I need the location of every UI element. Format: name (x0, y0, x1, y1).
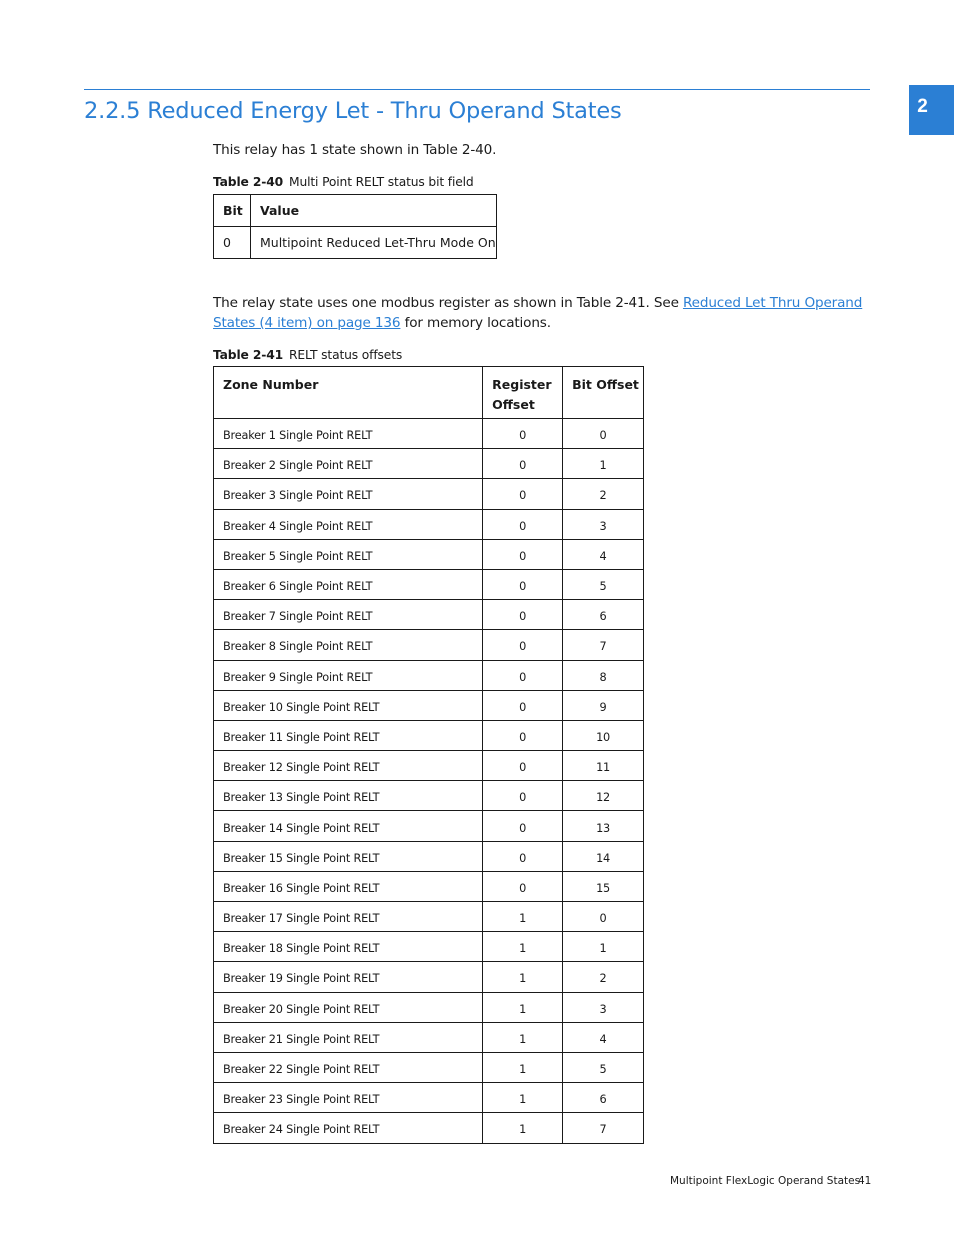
zone-number-cell: Breaker 24 Single Point RELT (214, 1113, 483, 1143)
zone-number-cell: Breaker 11 Single Point RELT (214, 720, 483, 750)
zone-number-cell: Breaker 17 Single Point RELT (214, 902, 483, 932)
header-rule (84, 89, 870, 90)
register-offset-cell: 0 (483, 539, 563, 569)
register-offset-cell: 0 (483, 751, 563, 781)
bit-offset-cell: 6 (563, 600, 644, 630)
table-row (214, 1022, 644, 1052)
bit-offset-cell: 4 (563, 1022, 644, 1052)
zone-number-cell: Breaker 18 Single Point RELT (214, 932, 483, 962)
table-row (214, 1113, 644, 1143)
bit-offset-cell: 0 (563, 419, 644, 449)
table-row (214, 992, 644, 1022)
register-offset-cell: 1 (483, 1052, 563, 1082)
column-header-value: Value (251, 195, 497, 227)
zone-number-cell: Breaker 6 Single Point RELT (214, 569, 483, 599)
zone-number-cell: Breaker 4 Single Point RELT (214, 509, 483, 539)
register-offset-cell: 0 (483, 841, 563, 871)
zone-number-cell: Breaker 5 Single Point RELT (214, 539, 483, 569)
bit-offset-cell: 13 (563, 811, 644, 841)
bit-offset-cell: 0 (563, 902, 644, 932)
table-row (214, 841, 644, 871)
zone-number-cell: Breaker 12 Single Point RELT (214, 751, 483, 781)
zone-number-cell: Breaker 15 Single Point RELT (214, 841, 483, 871)
table-row (214, 600, 644, 630)
table-row (214, 932, 644, 962)
paragraph-text: for memory locations. (400, 315, 551, 331)
register-offset-cell: 0 (483, 781, 563, 811)
table-41-body (214, 419, 644, 1144)
column-header-register-offset: Register Offset (483, 367, 563, 419)
table-41 (213, 366, 644, 1144)
bit-offset-cell: 7 (563, 1113, 644, 1143)
table-40-label: Table 2-40 (213, 175, 284, 189)
footer-title: Multipoint FlexLogic Operand States (670, 1175, 861, 1187)
table-row (214, 479, 644, 509)
register-offset-cell: 1 (483, 1022, 563, 1052)
zone-number-cell: Breaker 14 Single Point RELT (214, 811, 483, 841)
bit-offset-cell: 5 (563, 569, 644, 599)
register-offset-cell: 0 (483, 479, 563, 509)
bit-offset-cell: 7 (563, 630, 644, 660)
bit-offset-cell: 3 (563, 992, 644, 1022)
zone-number-cell: Breaker 2 Single Point RELT (214, 449, 483, 479)
register-offset-cell: 1 (483, 932, 563, 962)
register-offset-cell: 0 (483, 660, 563, 690)
table-row (214, 781, 644, 811)
zone-number-cell: Breaker 21 Single Point RELT (214, 1022, 483, 1052)
register-offset-cell: 1 (483, 902, 563, 932)
bit-offset-cell: 6 (563, 1083, 644, 1113)
zone-number-cell: Breaker 23 Single Point RELT (214, 1083, 483, 1113)
table-41-title: RELT status offsets (289, 348, 403, 362)
bit-offset-cell: 10 (563, 720, 644, 750)
bit-offset-cell: 1 (563, 449, 644, 479)
section-title: 2.2.5 Reduced Energy Let - Thru Operand States (84, 98, 622, 124)
bit-offset-cell: 15 (563, 871, 644, 901)
bit-offset-cell: 4 (563, 539, 644, 569)
zone-number-cell: Breaker 22 Single Point RELT (214, 1052, 483, 1082)
table-40-title: Multi Point RELT status bit field (289, 175, 474, 189)
table-row (214, 569, 644, 599)
table-row (214, 902, 644, 932)
zone-number-cell: Breaker 20 Single Point RELT (214, 992, 483, 1022)
table-row (214, 962, 644, 992)
table-header-row (214, 367, 644, 419)
table-41-caption (213, 348, 402, 362)
page-number: 41 (858, 1175, 872, 1187)
register-offset-cell: 0 (483, 720, 563, 750)
bit-offset-cell: 2 (563, 479, 644, 509)
zone-number-cell: Breaker 19 Single Point RELT (214, 962, 483, 992)
bit-offset-cell: 9 (563, 690, 644, 720)
relay-state-paragraph (213, 293, 862, 313)
register-offset-cell: 0 (483, 630, 563, 660)
table-row (214, 630, 644, 660)
table-row (214, 509, 644, 539)
register-offset-cell: 0 (483, 419, 563, 449)
chapter-tab[interactable]: 2 (909, 85, 954, 135)
table-row (214, 227, 497, 259)
paragraph-text: The relay state uses one modbus register as shown in Table 2-41. See (213, 295, 683, 311)
intro-text: This relay has 1 state shown in Table 2-40. (213, 142, 497, 158)
table-40 (213, 194, 497, 259)
column-header-bit-offset: Bit Offset (563, 367, 644, 419)
zone-number-cell: Breaker 10 Single Point RELT (214, 690, 483, 720)
bit-offset-cell: 12 (563, 781, 644, 811)
table-row (214, 419, 644, 449)
cross-reference-link-continued[interactable]: States (4 item) on page 136 (213, 315, 401, 331)
table-41-label: Table 2-41 (213, 348, 284, 362)
zone-number-cell: Breaker 7 Single Point RELT (214, 600, 483, 630)
relay-state-paragraph-line2 (213, 313, 551, 333)
register-offset-cell: 1 (483, 962, 563, 992)
column-header-zone-number: Zone Number (214, 367, 483, 419)
register-offset-cell: 0 (483, 569, 563, 599)
table-row (214, 720, 644, 750)
register-offset-cell: 1 (483, 1113, 563, 1143)
register-offset-cell: 0 (483, 449, 563, 479)
table-row (214, 539, 644, 569)
column-header-bit: Bit (214, 195, 251, 227)
table-40-caption (213, 175, 474, 189)
zone-number-cell: Breaker 8 Single Point RELT (214, 630, 483, 660)
table-header-row (214, 195, 497, 227)
bit-offset-cell: 3 (563, 509, 644, 539)
table-row (214, 1083, 644, 1113)
table-row (214, 449, 644, 479)
cross-reference-link[interactable]: Reduced Let Thru Operand (682, 295, 863, 311)
register-offset-cell: 1 (483, 992, 563, 1022)
zone-number-cell: Breaker 9 Single Point RELT (214, 660, 483, 690)
bit-offset-cell: 11 (563, 751, 644, 781)
bit-cell: 0 (214, 227, 251, 259)
table-row (214, 1052, 644, 1082)
register-offset-cell: 0 (483, 871, 563, 901)
table-row (214, 751, 644, 781)
register-offset-cell: 1 (483, 1083, 563, 1113)
register-offset-cell: 0 (483, 509, 563, 539)
bit-offset-cell: 8 (563, 660, 644, 690)
zone-number-cell: Breaker 13 Single Point RELT (214, 781, 483, 811)
register-offset-cell: 0 (483, 690, 563, 720)
table-row (214, 871, 644, 901)
bit-offset-cell: 1 (563, 932, 644, 962)
zone-number-cell: Breaker 16 Single Point RELT (214, 871, 483, 901)
table-row (214, 690, 644, 720)
register-offset-cell: 0 (483, 811, 563, 841)
bit-offset-cell: 2 (563, 962, 644, 992)
bit-offset-cell: 5 (563, 1052, 644, 1082)
bit-offset-cell: 14 (563, 841, 644, 871)
value-cell: Multipoint Reduced Let-Thru Mode On (251, 227, 497, 259)
zone-number-cell: Breaker 3 Single Point RELT (214, 479, 483, 509)
zone-number-cell: Breaker 1 Single Point RELT (214, 419, 483, 449)
register-offset-cell: 0 (483, 600, 563, 630)
table-row (214, 660, 644, 690)
table-row (214, 811, 644, 841)
